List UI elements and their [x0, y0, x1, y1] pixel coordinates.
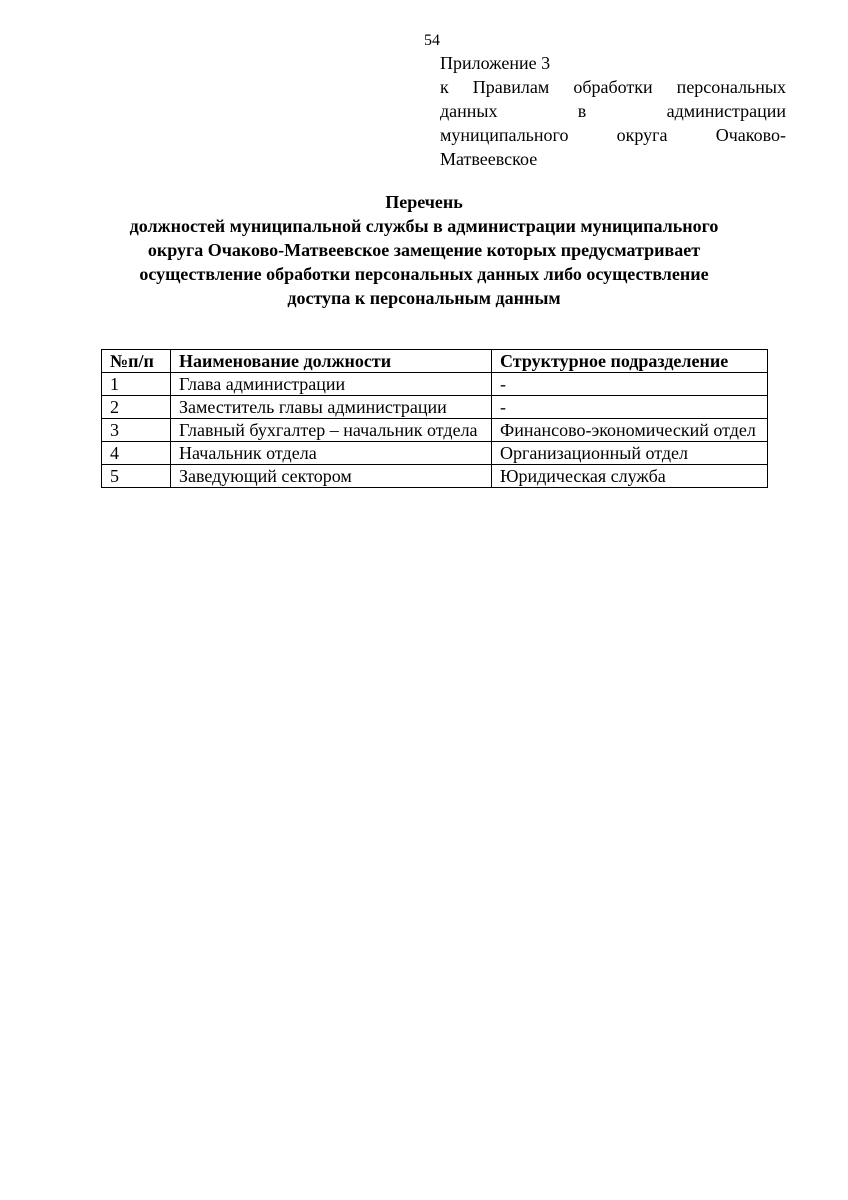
header-department: Структурное подразделение: [492, 350, 768, 373]
cell-department: -: [492, 396, 768, 419]
appendix-line: муниципального округа Очаково-: [440, 125, 786, 145]
appendix-header: [440, 51, 786, 171]
title-line: осуществление обработки персональных данных либо осуществление: [139, 264, 709, 284]
cell-number: 1: [102, 373, 171, 396]
table-row: [102, 396, 768, 419]
cell-number: 4: [102, 442, 171, 465]
header-number: №п/п: [102, 350, 171, 373]
cell-department: Юридическая служба: [492, 465, 768, 488]
table-row: [102, 465, 768, 488]
document-title: [90, 190, 758, 310]
title-line: Перечень: [385, 192, 463, 212]
cell-number: 5: [102, 465, 171, 488]
appendix-line: Матвеевское: [440, 149, 538, 169]
title-line: округа Очаково-Матвеевское замещение которых предусматривает: [147, 240, 701, 260]
cell-department: Финансово-экономический отдел: [492, 419, 768, 442]
table-header-row: [102, 350, 768, 373]
cell-position: Заведующий сектором: [171, 465, 492, 488]
cell-position: Главный бухгалтер – начальник отдела: [171, 419, 492, 442]
cell-department: Организационный отдел: [492, 442, 768, 465]
title-line: доступа к персональным данным: [287, 288, 561, 308]
cell-position: Заместитель главы администрации: [171, 396, 492, 419]
cell-number: 2: [102, 396, 171, 419]
appendix-line: данных в администрации: [440, 101, 786, 121]
header-position: Наименование должности: [171, 350, 492, 373]
title-line: должностей муниципальной службы в администрации муниципального: [129, 216, 719, 236]
cell-department: -: [492, 373, 768, 396]
cell-position: Начальник отдела: [171, 442, 492, 465]
table-row: [102, 373, 768, 396]
table-row: [102, 442, 768, 465]
page-number: 54: [424, 32, 440, 49]
appendix-line: Приложение 3: [440, 53, 551, 73]
cell-position: Глава администрации: [171, 373, 492, 396]
table-row: [102, 419, 768, 442]
cell-number: 3: [102, 419, 171, 442]
positions-table: [101, 349, 768, 488]
appendix-line: к Правилам обработки персональных: [440, 77, 786, 97]
